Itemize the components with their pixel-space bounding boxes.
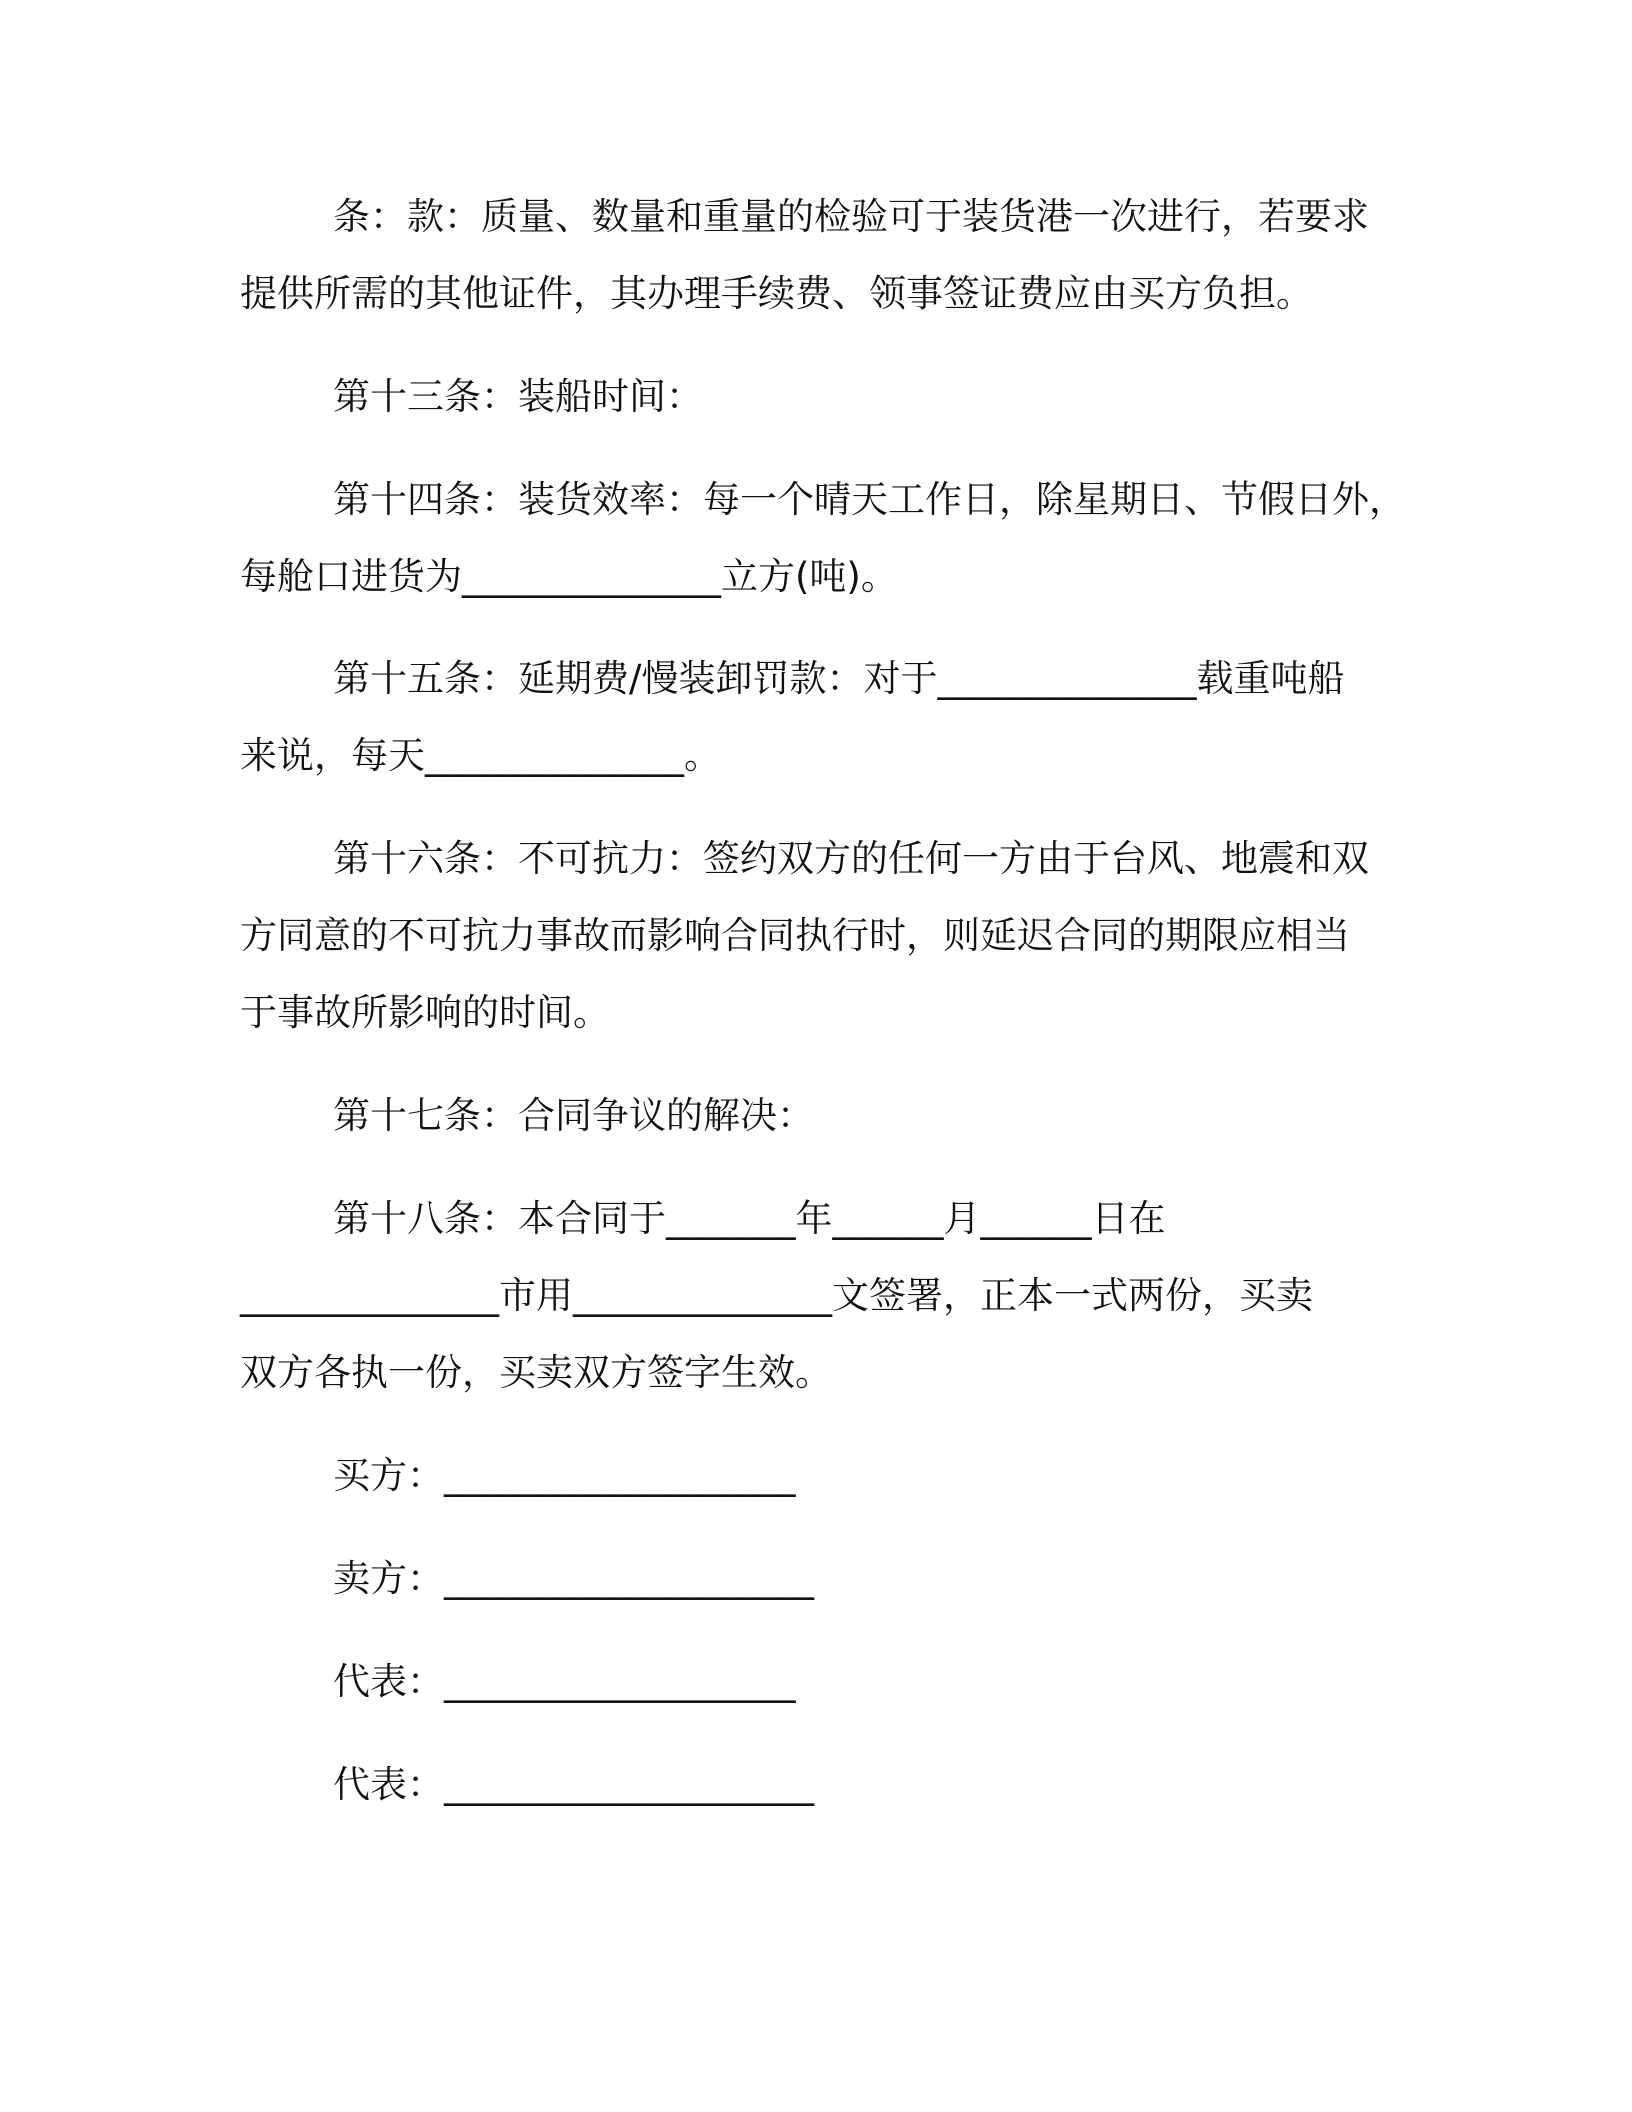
- clause-12-line-1: 条：款：质量、数量和重量的检验可于装货港一次进行，若要求: [333, 195, 1369, 238]
- seller-signature-line: 卖方：____________________: [333, 1557, 814, 1600]
- clause-15-line-1: 第十五条：延期费/慢装卸罚款：对于______________载重吨船: [333, 657, 1345, 700]
- clause-16-line-1: 第十六条：不可抗力：签约双方的任何一方由于台风、地震和双: [333, 837, 1369, 880]
- clause-15-line-2: 来说，每天______________。: [240, 734, 721, 777]
- clause-17: 第十七条：合同争议的解决：: [333, 1094, 814, 1137]
- clause-16-line-2: 方同意的不可抗力事故而影响合同执行时，则延迟合同的期限应相当: [240, 914, 1350, 957]
- clause-18-line-1: 第十八条：本合同于_______年______月______日在: [333, 1197, 1166, 1240]
- representative-signature-line-2: 代表：____________________: [333, 1763, 814, 1806]
- clause-16-line-3: 于事故所影响的时间。: [240, 991, 610, 1034]
- clause-18-line-3: 双方各执一份，买卖双方签字生效。: [240, 1351, 832, 1394]
- representative-signature-line-1: 代表：___________________: [333, 1660, 796, 1703]
- clause-13: 第十三条：装船时间：: [333, 375, 703, 418]
- clause-12-line-2: 提供所需的其他证件，其办理手续费、领事签证费应由买方负担。: [240, 272, 1313, 315]
- buyer-signature-line: 买方：___________________: [333, 1454, 796, 1497]
- clause-14-line-1: 第十四条：装货效率：每一个晴天工作日，除星期日、节假日外，: [333, 478, 1406, 521]
- clause-18-line-2: ______________市用______________文签署，正本一式两份，买卖: [240, 1274, 1313, 1317]
- clause-14-line-2: 每舱口进货为______________立方(吨)。: [240, 555, 898, 598]
